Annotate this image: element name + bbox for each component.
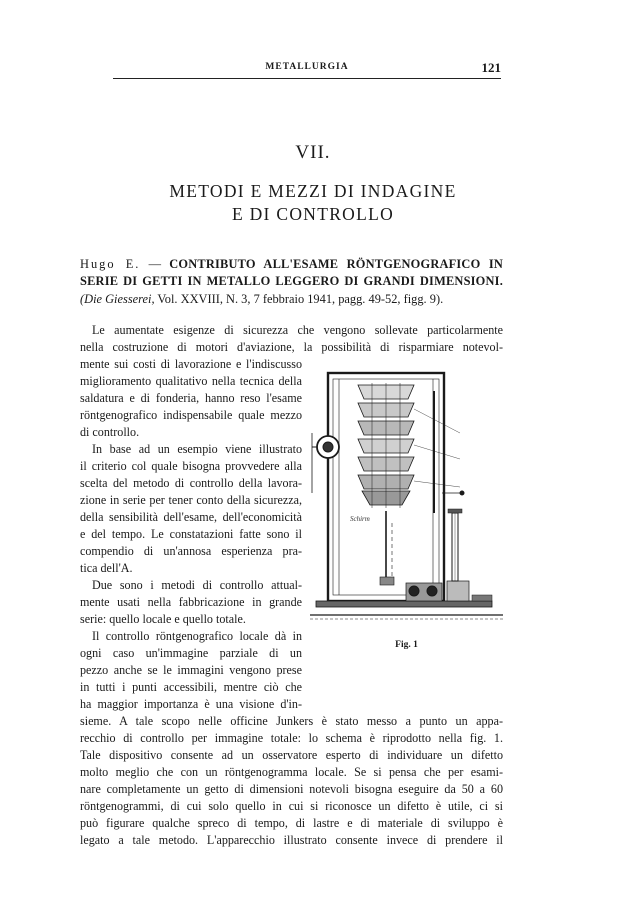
body-line: legato a tale metodo. L'apparecchio illustrato consente invece di prendere il <box>80 833 503 847</box>
body-line: scelta del metodo di controllo della lavora- <box>80 476 302 490</box>
body-line: può figurare qualche spreco di tempo, di lastre e di materiale di sviluppo è <box>80 816 503 830</box>
chapter-title <box>0 180 626 226</box>
body-line: ha maggior importanza è una visione d'in- <box>80 697 302 711</box>
reference-author: Hugo E. <box>80 257 141 271</box>
body-line: pezzo anche se le immagini vengono prese <box>80 663 302 677</box>
body-line: saldatura e di fonderia, hanno reso l'esame <box>80 391 302 405</box>
running-head <box>113 60 501 78</box>
figure-caption: Fig. 1 <box>395 640 418 650</box>
body-line: il criterio col quale bisogna provvedere alla <box>80 459 302 473</box>
reference-journal: (Die Giesserei, <box>80 291 155 306</box>
body-line: Due sono i metodi di controllo attual- <box>92 578 302 592</box>
body-line: zione in serie per tener conto della sicurezza, <box>80 493 302 507</box>
body-line: recchio di controllo per immagine totale: lo schema è riprodotto nella fig. 1. <box>80 731 503 745</box>
body-line: Il controllo röntgenografico locale dà in <box>92 629 302 643</box>
bibliographic-reference <box>80 256 503 308</box>
body-line: in tutti i punti accessibili, mentre ciò che <box>80 680 302 694</box>
body-line: sieme. A tale scopo nelle officine Junkers è stato messo a punto un appa- <box>80 714 503 728</box>
figure-handwritten-label: Schirm <box>350 515 370 523</box>
body-line: Tale dispositivo consente ad un osservatore esperto di individuare un difetto <box>80 748 503 762</box>
body-line: nare completamente un getto di dimensioni notevoli bisogna eseguire da 50 a 60 <box>80 782 503 796</box>
body-line: molto meglio che con un röntgenogramma locale. Se si pensa che per esami- <box>80 765 503 779</box>
body-line: compendio di un'annosa esperienza pra- <box>80 544 302 558</box>
body-line: mente usati nella fabbricazione in grande <box>80 595 302 609</box>
body-line: serie: quello locale e quello totale. <box>80 612 246 626</box>
page-number: 121 <box>481 60 501 75</box>
reference-title: CONTRIBUTO ALL'ESAME RÖNTGENOGRAFICO IN SERIE DI GETTI IN METALLO LEGGERO DI GRANDI DIMENSIONI. <box>80 257 503 289</box>
running-title: METALLURGIA <box>265 62 349 72</box>
header-rule <box>113 78 501 79</box>
body-line: röntgenogrammi, di cui solo quello in cui si riconosce un difetto è utile, ci si <box>80 799 503 813</box>
body-line: Le aumentate esigenze di sicurezza che vengono sollevate particolarmente <box>92 323 503 337</box>
body-line: nella costruzione di motori d'aviazione, la possibilità di risparmiare notevol- <box>80 340 503 354</box>
body-line: mente sui costi di lavorazione e l'indiscusso <box>80 357 302 371</box>
body-line: tica dell'A. <box>80 561 133 575</box>
body-line: röntgenografico indispensabile quale mezzo <box>80 408 302 422</box>
body-line: ogni caso un'immagine parziale di un <box>80 646 302 660</box>
reference-details: Vol. XXVIII, N. 3, 7 febbraio 1941, pagg. 49-52, figg. 9). <box>154 291 444 306</box>
figure-1-apparatus-drawing <box>310 363 503 633</box>
reference-dash: — <box>140 257 170 271</box>
chapter-title-line-1: METODI E MEZZI DI INDAGINE <box>169 181 457 201</box>
body-line: miglioramento qualitativo nella tecnica della <box>80 374 302 388</box>
body-line: della sensibilità dell'esame, dell'economicità <box>80 510 302 524</box>
chapter-title-line-2: E DI CONTROLLO <box>231 204 395 224</box>
body-line: di controllo. <box>80 425 140 439</box>
chapter-number: VII. <box>295 142 331 163</box>
body-line: e del tempo. Le constatazioni fatte sono il <box>80 527 302 541</box>
body-line: In base ad un esempio viene illustrato <box>92 442 302 456</box>
